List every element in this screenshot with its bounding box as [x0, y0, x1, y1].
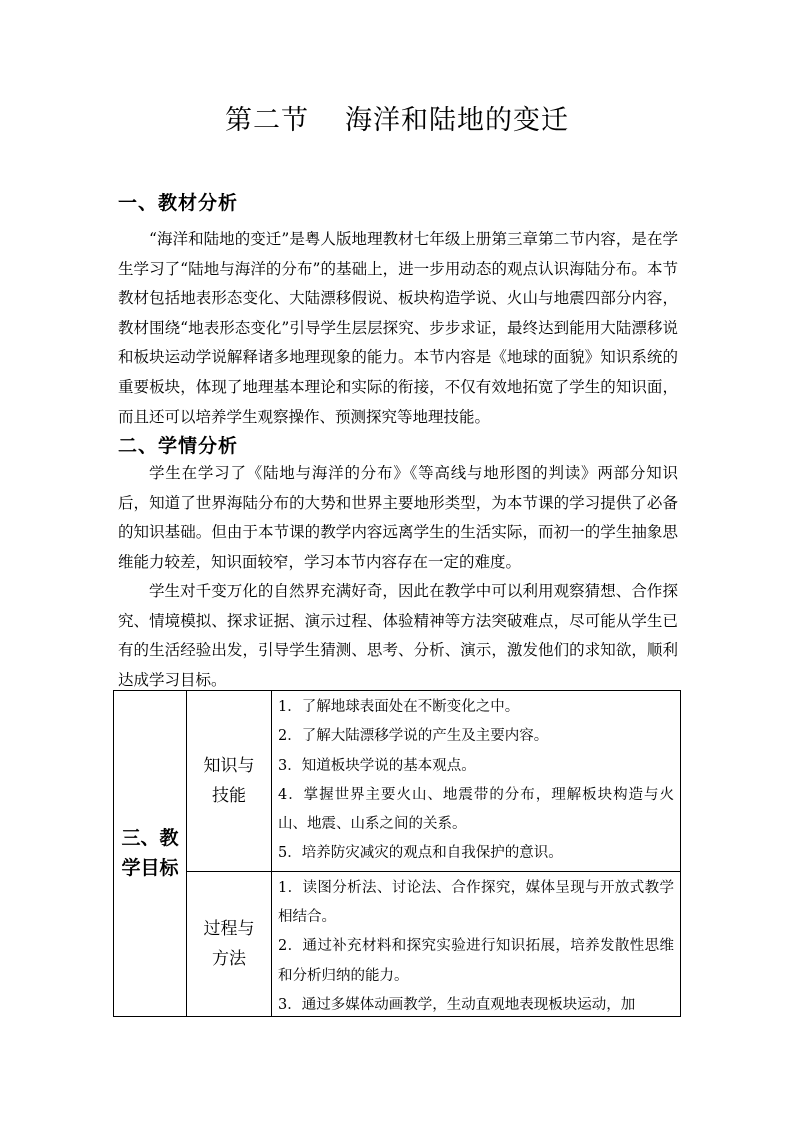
title-topic: 海洋和陆地的变迁	[345, 105, 569, 136]
process-label-cell	[187, 871, 272, 1016]
knowledge-item: 5．培养防灾减灾的观点和自我保护的意识。	[278, 845, 563, 862]
section-heading-textbook-analysis: 一、教材分析	[118, 192, 239, 214]
title-section-number: 第二节	[225, 105, 309, 136]
process-items-cell	[272, 871, 681, 1016]
process-label: 过程与方法	[203, 918, 255, 969]
knowledge-items-cell	[272, 691, 681, 872]
objectives-label-cell	[114, 691, 187, 1017]
student-analysis-paragraph-2: 学生对千变万化的自然界充满好奇，因此在教学中可以利用观察猜想、合作探究、情境模拟、探求证据、演示过程、体验精神等方法突破难点，尽可能从学生已有的生活经验出发，引导学生猜测、思考、分析、演示，激发他们的求知欲，顺利达成学习目标。	[118, 582, 678, 689]
page-title	[0, 98, 794, 137]
process-row	[114, 871, 681, 1016]
knowledge-item: 3．知道板块学说的基本观点。	[278, 757, 476, 774]
process-item: 2．通过补充材料和探究实验进行知识拓展，培养发散性思维和分析归纳的能力。	[278, 938, 674, 984]
knowledge-item: 1．了解地球表面处在不断变化之中。	[278, 699, 520, 715]
knowledge-label: 知识与技能	[203, 755, 255, 806]
textbook-analysis-paragraph: “海洋和陆地的变迁”是粤人版地理教材七年级上册第三章第二节内容，是在学生学习了“陆地与海洋的分布”的基础上，进一步用动态的观点认识海陆分布。本节教材包括地表形态变化、大陆漂移假说、板块构造学说、火山与地震四部分内容，教材围绕“地表形态变化”引导学生层层探究、步步求证，最终达到能用大陆漂移说和板块运动学说解释诸多地理现象的能力。本节内容是《地球的面貌》知识系统的重要板块，体现了地理基本理论和实际的衔接，不仅有效地拓宽了学生的知识面，而且还可以培养学生观察操作、预测探究等地理技能。	[118, 230, 678, 426]
objectives-label: 三、教学目标	[121, 827, 179, 880]
knowledge-row	[114, 691, 681, 872]
knowledge-item: 4．掌握世界主要火山、地震带的分布，理解板块构造与火山、地震、山系之间的关系。	[278, 786, 674, 833]
process-item: 1．读图分析法、讨论法、合作探究，媒体呈现与开放式教学相结合。	[278, 879, 674, 926]
teaching-objectives-table	[113, 690, 681, 1017]
knowledge-label-cell	[187, 691, 272, 872]
section-heading-student-analysis: 二、学情分析	[118, 435, 239, 457]
knowledge-item: 2．了解大陆漂移学说的产生及主要内容。	[278, 728, 549, 745]
process-item: 3．通过多媒体动画教学，生动直观地表现板块运动，加	[278, 996, 636, 1013]
student-analysis-paragraph-1: 学生在学习了《陆地与海洋的分布》《等高线与地形图的判读》两部分知识后，知道了世界海陆分布的大势和世界主要地形类型，为本节课的学习提供了必备的知识基础。但由于本节课的教学内容远离学生的生活实际，而初一的学生抽象思维能力较差，知识面较窄，学习本节内容存在一定的难度。	[118, 464, 678, 571]
